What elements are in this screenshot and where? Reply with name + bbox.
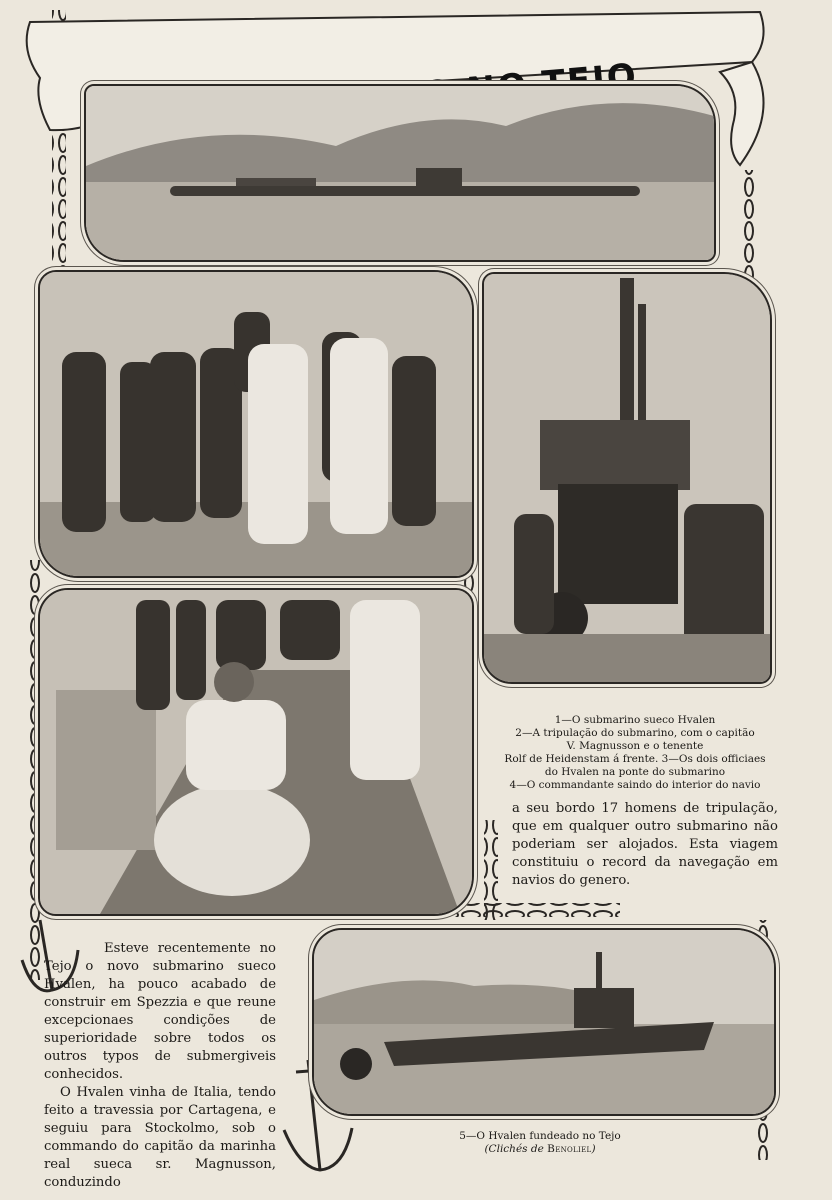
- article-paragraph-1: Esteve recentemente no Tejo o novo submarino sueco Hvalen, ha pouco acabado de construir em Spezzia e que reune excepcionaes condições de superioridade sobre todos os outros typos de submergiveis conhecidos.: [44, 941, 276, 1082]
- credit-name: Benoliel: [547, 1143, 592, 1155]
- photo-captions: [482, 714, 788, 792]
- caption-line-3: V. Magnusson e o tenente: [566, 740, 704, 752]
- caption-line-5: do Hvalen na ponte do submarino: [544, 766, 726, 778]
- photo-submarine-crew: [38, 270, 474, 578]
- submarine-tower: [416, 168, 462, 186]
- article-column-left: [44, 940, 276, 1192]
- article-paragraph-2: O Hvalen vinha de Italia, tendo feito a travessia por Cartagena, e seguiu para Stockolmo, sob o commando do capitão da marinha real sueca sr. Magnusson, conduzindo: [44, 1085, 276, 1190]
- article-column-right: [512, 800, 778, 890]
- photo-credit: [430, 1143, 650, 1156]
- photo-submarine-hvalen: [84, 84, 716, 262]
- chain-middle-low: [484, 820, 498, 920]
- submarine-hull: [170, 186, 640, 196]
- credit-suffix: ): [591, 1143, 596, 1155]
- photo-hvalen-anchored: [312, 928, 776, 1116]
- caption-line-6: 4—O commandante saindo do interior do navio: [509, 779, 761, 791]
- photo-5-caption-text: 5—O Hvalen fundeado no Tejo: [459, 1130, 621, 1142]
- caption-line-4: Rolf de Heidenstam á frente. 3—Os dois officiaes: [504, 753, 766, 765]
- article-paragraph-right: a seu bordo 17 homens de tripulação, que em qualquer outro submarino não poderiam ser alojados. Esta viagem constituiu o record da navegação em navios do genero.: [512, 801, 778, 888]
- chain-horizontal: [450, 903, 620, 917]
- caption-line-2: 2—A tripulação do submarino, com o capitão: [515, 727, 755, 739]
- caption-line-1: 1—O submarino sueco Hvalen: [554, 714, 716, 726]
- photo-officers-on-bridge: [482, 272, 772, 684]
- credit-prefix: (Clichés de: [484, 1143, 544, 1155]
- title-ribbon-curl: [720, 62, 764, 165]
- photo-commander-exiting-hatch: [38, 588, 474, 916]
- photo-5-caption: [430, 1130, 650, 1156]
